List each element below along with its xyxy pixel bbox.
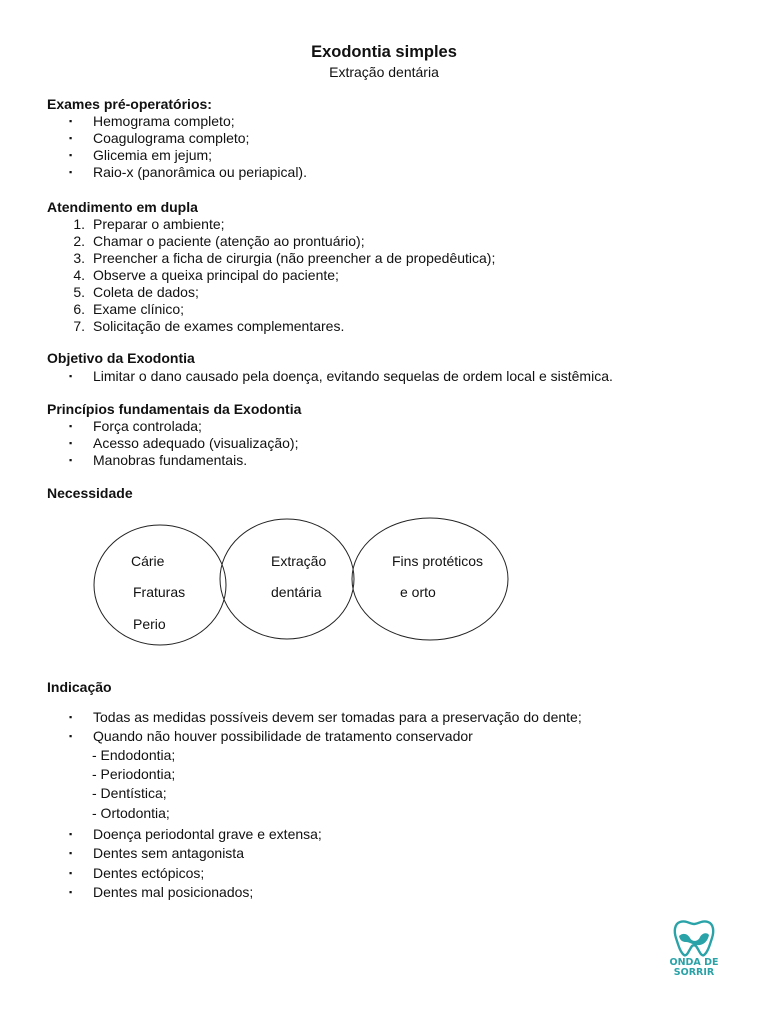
venn-label-carie: Cárie bbox=[131, 553, 165, 569]
bullet-marker: ▪ bbox=[69, 848, 73, 859]
document-page: Exodontia simples Extração dentária Exames pré-operatórios: ▪ Hemograma completo; ▪ Coagulograma completo; ▪ Glicemia em jejum; ▪ Raio-x (panorâmica ou periapical). Atendimento em dupla 1. Preparar o ambiente; 2. Chamar o paciente (atenção ao prontuário); 3. Preencher a ficha de cirurgia (não preencher a de propedêutica); 4. Observe a queixa principal do paciente; 5. Coleta de dados; 6. Exame clínico; 7. Solicitação de exames complementares. Objetivo da Exodontia ▪ Limitar o dano causado pela doença, evitando sequelas de ordem local e sistêmica. Princípios fundamentais da Exodontia ▪ Força controlada; ▪ Acesso adequado (visualização); ▪ Manobras fundamentais. Necessidade Cárie Fraturas Perio Extração dentária Fins protéticos e orto Indicação ▪ Todas as medidas possíveis devem ser tomadas para a preservação do dente; ▪ Quando não houver possibilidade de tratamento conservador - Endodontia; - Periodontia; - Dentística; - Ortodontia; ▪ Doença periodontal grave e extensa; ▪ Dentes sem antagonista ▪ Dentes ectópicos; ▪ Dentes mal posicionados; ONDA DE SORRIR bbox=[0, 0, 768, 1024]
heading-indicacao: Indicação bbox=[47, 679, 112, 695]
venn-diagram bbox=[0, 505, 768, 655]
heading-exames: Exames pré-operatórios: bbox=[47, 96, 212, 112]
list-indicacao-sub bbox=[92, 746, 175, 823]
bullet-marker: ▪ bbox=[69, 438, 73, 448]
venn-label-perio: Perio bbox=[133, 616, 166, 632]
bullet-marker: ▪ bbox=[69, 167, 73, 177]
venn-label-dentaria: dentária bbox=[271, 584, 322, 600]
bullet-marker: ▪ bbox=[69, 371, 73, 381]
list-item: - Endodontia; bbox=[92, 747, 176, 763]
bullet-marker: ▪ bbox=[69, 116, 73, 126]
bullet-marker: ▪ bbox=[69, 455, 73, 465]
document-subtitle: Extração dentária bbox=[329, 64, 439, 80]
venn-label-fins-proteticos: Fins protéticos bbox=[392, 553, 484, 569]
venn-label-fraturas: Fraturas bbox=[133, 584, 186, 600]
heading-necessidade: Necessidade bbox=[47, 485, 133, 501]
logo bbox=[662, 918, 726, 980]
bullet-marker: ▪ bbox=[69, 867, 73, 878]
list-item: - Dentística; bbox=[92, 785, 167, 802]
logo-text-line2: SORRIR bbox=[673, 967, 715, 978]
venn-label-extracao: Extração bbox=[271, 553, 327, 569]
logo-text-line1: ONDA DE bbox=[669, 957, 719, 968]
list-item: - Periodontia; bbox=[92, 766, 176, 783]
heading-atendimento: Atendimento em dupla bbox=[47, 199, 198, 215]
heading-principios: Princípios fundamentais da Exodontia bbox=[47, 401, 302, 417]
bullet-marker: ▪ bbox=[69, 150, 73, 160]
list-item: - Ortodontia; bbox=[92, 804, 170, 821]
bullet-marker: ▪ bbox=[69, 829, 73, 839]
heading-objetivo: Objetivo da Exodontia bbox=[47, 350, 195, 366]
document-title: Exodontia simples bbox=[311, 43, 457, 61]
bullet-marker: ▪ bbox=[69, 712, 73, 722]
tooth-wave-icon bbox=[662, 918, 726, 958]
venn-label-e-orto: e orto bbox=[400, 584, 436, 600]
venn-circle-right bbox=[352, 518, 508, 640]
bullet-marker: ▪ bbox=[69, 421, 73, 431]
venn-circle-center bbox=[220, 519, 354, 639]
bullet-marker: ▪ bbox=[69, 731, 73, 742]
bullet-marker: ▪ bbox=[69, 887, 73, 898]
bullet-marker: ▪ bbox=[69, 133, 73, 143]
